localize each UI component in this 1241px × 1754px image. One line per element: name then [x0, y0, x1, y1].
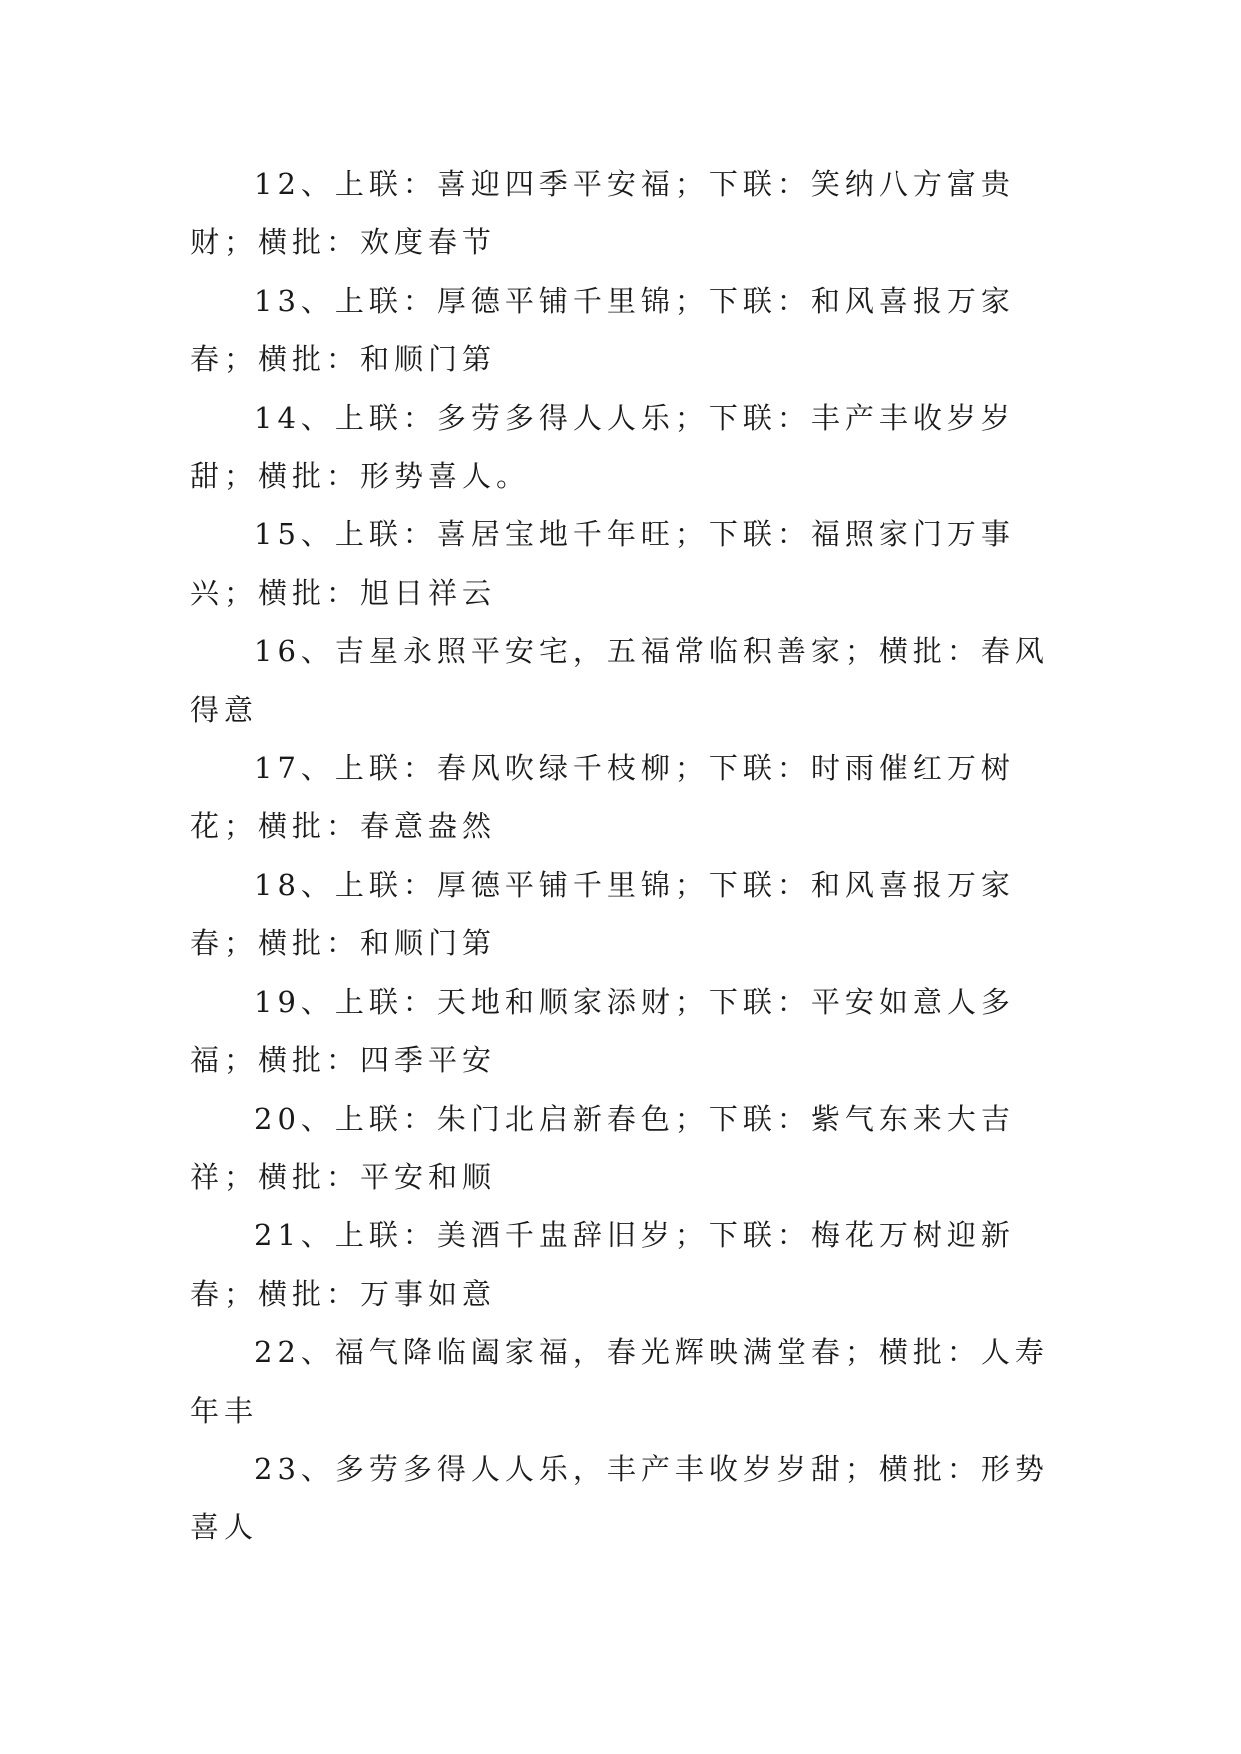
- entry-21: 21、上联：美酒千盅辞旧岁；下联：梅花万树迎新春；横批：万事如意: [190, 1218, 1015, 1311]
- document-body: [190, 155, 1070, 1557]
- entry-20: 20、上联：朱门北启新春色；下联：紫气东来大吉祥；横批：平安和顺: [190, 1101, 1015, 1194]
- entry-22: 22、福气降临阖家福，春光辉映满堂春；横批：人寿年丰: [190, 1335, 1049, 1428]
- entry-12: 12、上联：喜迎四季平安福；下联：笑纳八方富贵财；横批：欢度春节: [190, 167, 1015, 260]
- entry-16: 16、吉星永照平安宅，五福常临积善家；横批：春风得意: [190, 634, 1049, 727]
- entry-23: 23、多劳多得人人乐，丰产丰收岁岁甜；横批：形势喜人: [190, 1451, 1049, 1545]
- entry-14: 14、上联：多劳多得人人乐；下联：丰产丰收岁岁甜；横批：形势喜人。: [190, 400, 1015, 494]
- entry-19: 19、上联：天地和顺家添财；下联：平安如意人多福；横批：四季平安: [190, 984, 1015, 1078]
- entry-13: 13、上联：厚德平铺千里锦；下联：和风喜报万家春；横批：和顺门第: [190, 283, 1015, 377]
- entry-18: 18、上联：厚德平铺千里锦；下联：和风喜报万家春；横批：和顺门第: [190, 867, 1015, 961]
- entry-15: 15、上联：喜居宝地千年旺；下联：福照家门万事兴；横批：旭日祥云: [190, 517, 1015, 610]
- entry-17: 17、上联：春风吹绿千枝柳；下联：时雨催红万树花；横批：春意盎然: [190, 751, 1015, 844]
